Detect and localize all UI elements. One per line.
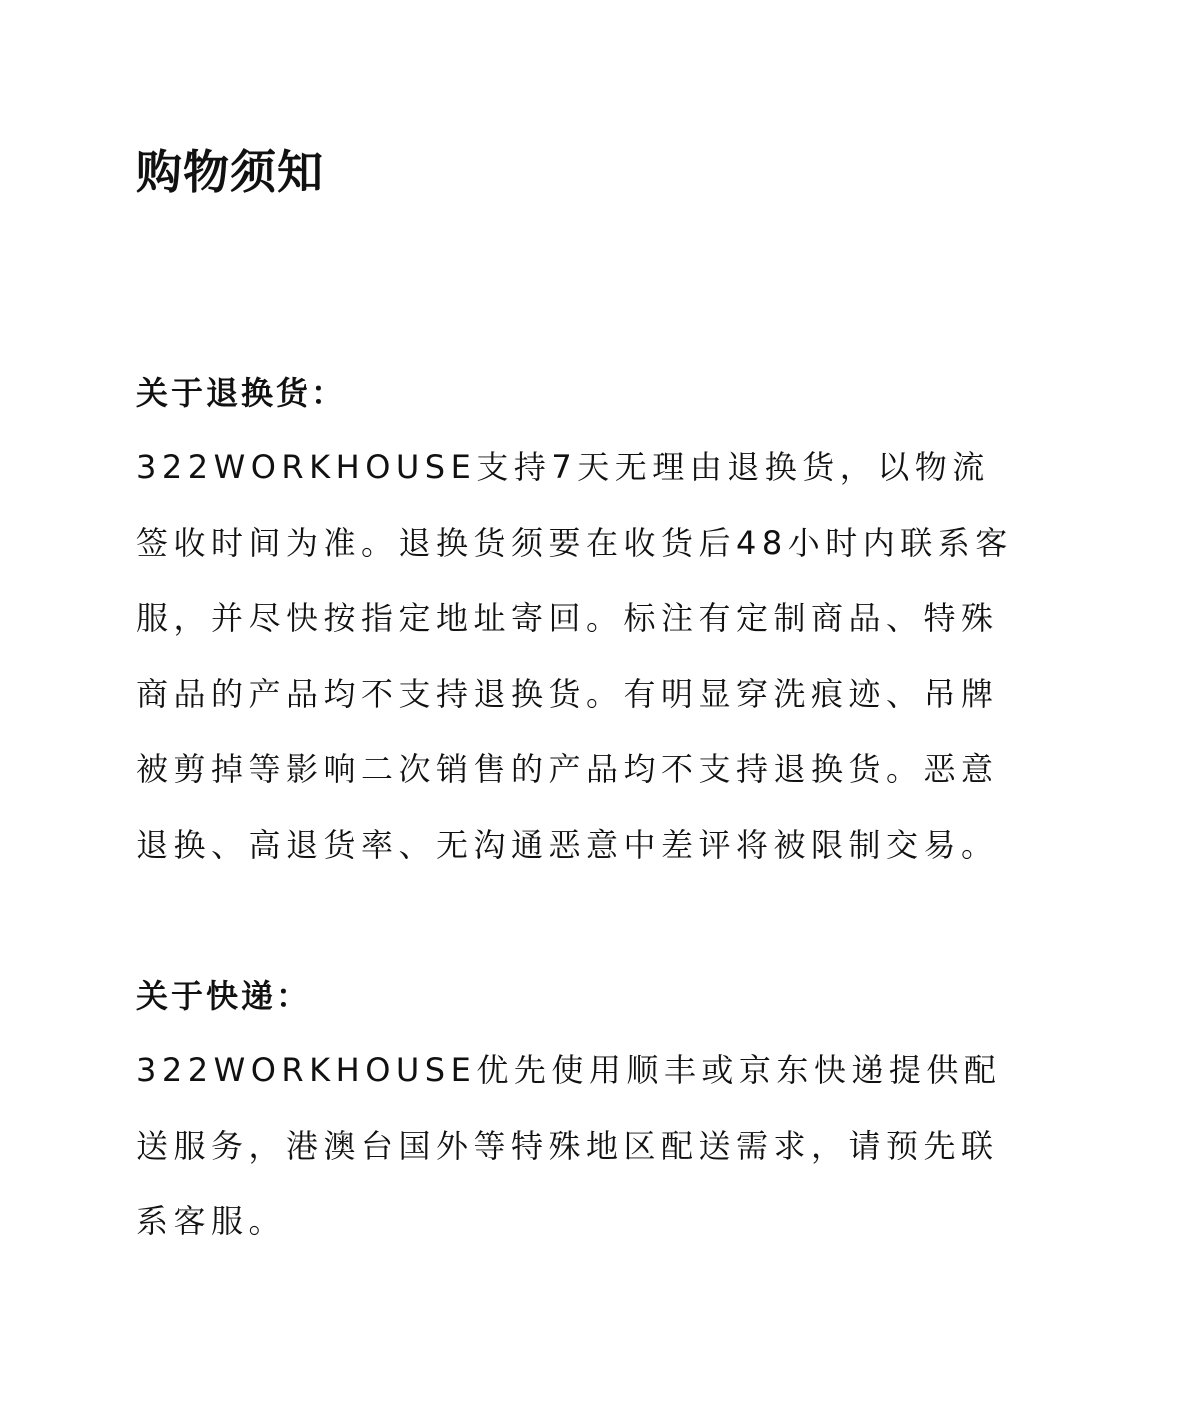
returns-line: 签收时间为准。退换货须要在收货后48小时内联系客 [136, 523, 1013, 562]
shipping-line: 322WORKHOUSE优先使用顺丰或京东快递提供配 [136, 1051, 1002, 1089]
shipping-section [136, 965, 1076, 1260]
returns-body [136, 424, 1076, 883]
shipping-line: 送服务，港澳台国外等特殊地区配送需求，请预先联 [136, 1126, 999, 1165]
shipping-body [136, 1027, 1076, 1260]
shipping-heading: 关于快递： [136, 977, 312, 1015]
returns-line: 被剪掉等影响二次销售的产品均不支持退换货。恶意 [136, 750, 999, 788]
returns-section [136, 362, 1076, 883]
returns-line: 退换、高退货率、无沟通恶意中差评将被限制交易。 [136, 825, 999, 864]
returns-line: 商品的产品均不支持退换货。有明显穿洗痕迹、吊牌 [136, 674, 999, 713]
returns-line: 322WORKHOUSE支持7天无理由退换货，以物流 [136, 448, 990, 486]
returns-line: 服，并尽快按指定地址寄回。标注有定制商品、特殊 [136, 599, 999, 637]
shipping-line: 系客服。 [136, 1202, 287, 1240]
page-title: 购物须知 [136, 145, 324, 199]
returns-heading: 关于退换货： [136, 374, 347, 412]
